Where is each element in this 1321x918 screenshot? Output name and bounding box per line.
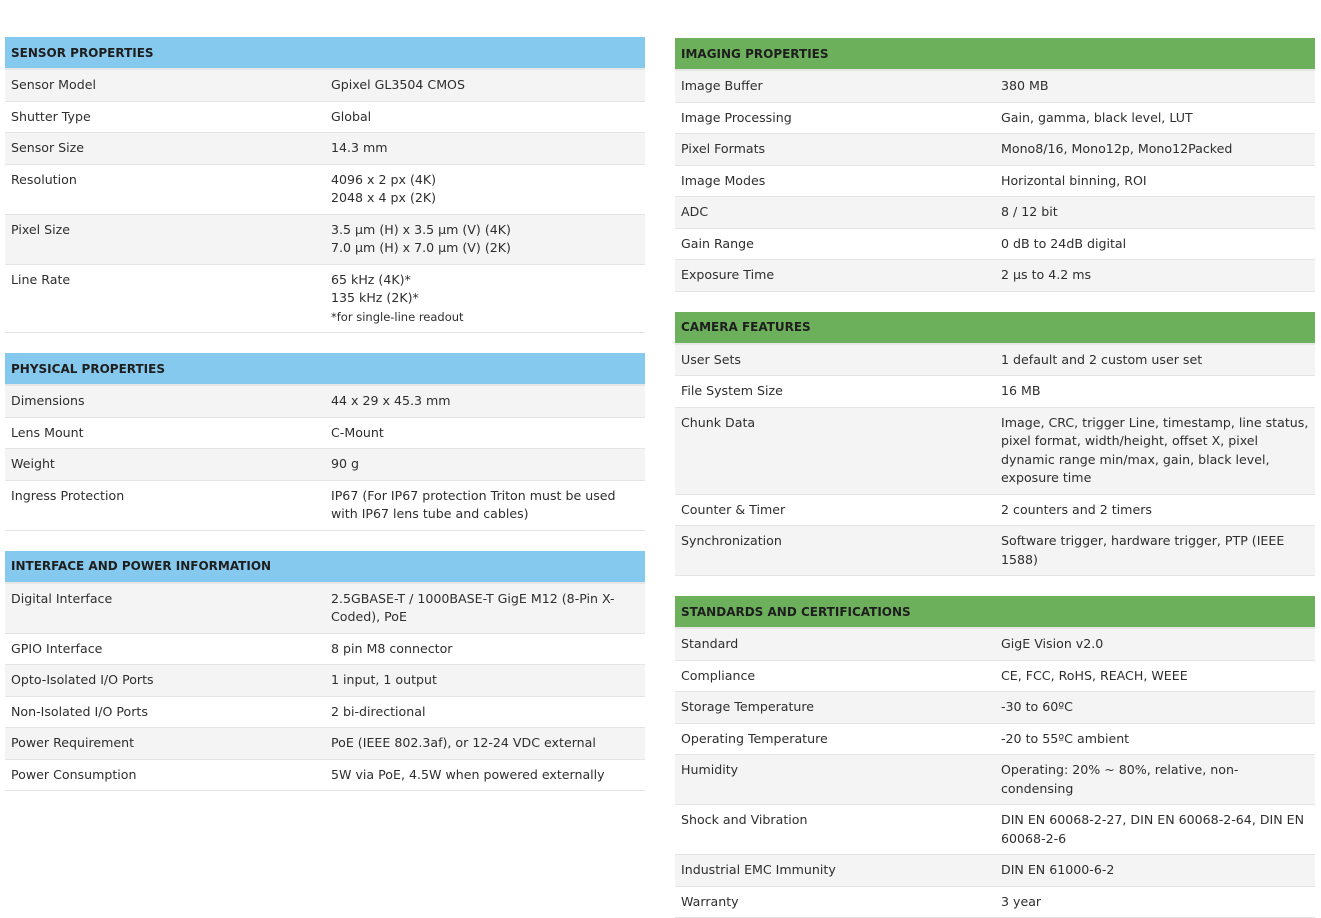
- spec-row: [675, 165, 1315, 197]
- spec-value: [325, 480, 645, 530]
- spec-value-line: 5W via PoE, 4.5W when powered externally: [331, 766, 605, 782]
- spec-value-line: 1 input, 1 output: [331, 672, 437, 687]
- spec-row: [675, 407, 1315, 494]
- spec-value-line: 3.5 µm (H) x 3.5 µm (V) (4K): [331, 221, 511, 237]
- section-header: CAMERA FEATURES: [675, 312, 1315, 344]
- spec-value: [325, 696, 645, 728]
- spec-row: [5, 759, 645, 791]
- camera-features-table: [675, 312, 1315, 577]
- spec-value: [325, 583, 645, 634]
- spec-row: [5, 164, 645, 214]
- spec-label: Sensor Size: [5, 133, 325, 165]
- spec-row: [675, 260, 1315, 292]
- spec-label: Ingress Protection: [5, 480, 325, 530]
- spec-value-line: 8 pin M8 connector: [331, 640, 453, 656]
- spec-row: [5, 101, 645, 133]
- spec-value-line: Software trigger, hardware trigger, PTP (IEEE 1588): [1001, 533, 1285, 567]
- spec-value: [325, 164, 645, 214]
- spec-value-line: DIN EN 61000-6-2: [1001, 862, 1115, 877]
- spec-row: [675, 228, 1315, 260]
- spec-row: [5, 480, 645, 530]
- spec-value-line: 14.3 mm: [331, 140, 388, 155]
- spec-value-line: GigE Vision v2.0: [1001, 636, 1104, 651]
- spec-value: [995, 526, 1315, 576]
- spec-value: [995, 886, 1315, 918]
- sensor-properties-table: [5, 37, 645, 333]
- spec-value: [995, 197, 1315, 229]
- spec-row: [5, 214, 645, 264]
- spec-value: [995, 165, 1315, 197]
- spec-value: [995, 755, 1315, 805]
- left-column: [5, 37, 645, 791]
- spec-row: [675, 102, 1315, 134]
- spec-value-line: 8 / 12 bit: [1001, 204, 1058, 219]
- spec-label: Compliance: [675, 660, 995, 692]
- spec-value: [325, 385, 645, 417]
- spec-value-line: 16 MB: [1001, 383, 1041, 398]
- spec-row: [5, 264, 645, 333]
- spec-label: Image Processing: [675, 102, 995, 134]
- spec-value-line: 7.0 µm (H) x 7.0 µm (V) (2K): [331, 240, 511, 255]
- spec-value-line: 4096 x 2 px (4K): [331, 171, 437, 187]
- spec-label: Counter & Timer: [675, 494, 995, 526]
- spec-value-line: Global: [331, 108, 372, 124]
- spec-label: ADC: [675, 197, 995, 229]
- spec-label: Chunk Data: [675, 407, 995, 494]
- spec-label: Power Consumption: [5, 759, 325, 791]
- spec-label: Operating Temperature: [675, 723, 995, 755]
- spec-value: [995, 260, 1315, 292]
- spec-value-line: PoE (IEEE 802.3af), or 12-24 VDC external: [331, 735, 596, 750]
- spec-row: [5, 583, 645, 634]
- section-header: STANDARDS AND CERTIFICATIONS: [675, 596, 1315, 628]
- spec-value: [995, 344, 1315, 376]
- spec-row: [675, 886, 1315, 918]
- spec-label: Industrial EMC Immunity: [675, 855, 995, 887]
- spec-row: [5, 696, 645, 728]
- spec-value-line: 2048 x 4 px (2K): [331, 190, 437, 205]
- spec-value-line: 2.5GBASE-T / 1000BASE-T GigE M12 (8-Pin X-Coded), PoE: [331, 590, 615, 624]
- spec-label: Pixel Size: [5, 214, 325, 264]
- spec-value-line: -20 to 55ºC ambient: [1001, 730, 1130, 746]
- spec-value-line: 380 MB: [1001, 78, 1049, 93]
- spec-value-line: 2 counters and 2 timers: [1001, 501, 1152, 517]
- interface-power-table: [5, 551, 645, 792]
- spec-value-line: -30 to 60ºC: [1001, 699, 1073, 714]
- spec-label: Resolution: [5, 164, 325, 214]
- spec-value: [995, 723, 1315, 755]
- spec-row: [675, 855, 1315, 887]
- spec-value-line: 2 bi-directional: [331, 703, 426, 719]
- spec-row: [675, 805, 1315, 855]
- spec-value-line: 135 kHz (2K)*: [331, 290, 419, 305]
- spec-row: [675, 134, 1315, 166]
- right-column: [675, 38, 1315, 918]
- spec-label: Dimensions: [5, 385, 325, 417]
- spec-row: [5, 449, 645, 481]
- spec-value: [325, 101, 645, 133]
- spec-label: Lens Mount: [5, 417, 325, 449]
- spec-value: [325, 449, 645, 481]
- spec-value: [995, 494, 1315, 526]
- spec-value-line: 65 kHz (4K)*: [331, 271, 411, 287]
- spec-value-line: 3 year: [1001, 893, 1042, 909]
- standards-certifications-table: [675, 596, 1315, 918]
- spec-value-line: CE, FCC, RoHS, REACH, WEEE: [1001, 667, 1188, 683]
- spec-label: Gain Range: [675, 228, 995, 260]
- spec-value: [995, 228, 1315, 260]
- spec-value-line: 0 dB to 24dB digital: [1001, 235, 1127, 251]
- imaging-properties-table: [675, 38, 1315, 292]
- spec-label: Image Buffer: [675, 70, 995, 102]
- spec-label: Opto-Isolated I/O Ports: [5, 665, 325, 697]
- spec-note: *for single-line readout: [331, 309, 464, 324]
- spec-label: Line Rate: [5, 264, 325, 333]
- spec-label: Image Modes: [675, 165, 995, 197]
- spec-value: [325, 665, 645, 697]
- spec-value-line: Horizontal binning, ROI: [1001, 172, 1147, 188]
- spec-value-line: 1 default and 2 custom user set: [1001, 351, 1203, 367]
- spec-value: [995, 692, 1315, 724]
- spec-row: [675, 692, 1315, 724]
- spec-label: Power Requirement: [5, 728, 325, 760]
- section-header: IMAGING PROPERTIES: [675, 38, 1315, 70]
- spec-row: [5, 133, 645, 165]
- spec-value: [325, 264, 645, 333]
- spec-value: [995, 805, 1315, 855]
- spec-label: File System Size: [675, 376, 995, 408]
- spec-row: [675, 526, 1315, 576]
- spec-label: Digital Interface: [5, 583, 325, 634]
- spec-row: [675, 723, 1315, 755]
- spec-row: [675, 494, 1315, 526]
- spec-value-line: Gain, gamma, black level, LUT: [1001, 109, 1193, 125]
- spec-value-line: Operating: 20% ~ 80%, relative, non-condensing: [1001, 762, 1239, 796]
- spec-value: [995, 628, 1315, 660]
- spec-label: Non-Isolated I/O Ports: [5, 696, 325, 728]
- spec-label: Sensor Model: [5, 69, 325, 101]
- spec-label: User Sets: [675, 344, 995, 376]
- spec-row: [5, 417, 645, 449]
- spec-value-line: Image, CRC, trigger Line, timestamp, line status, pixel format, width/height, offset X, pixel dynamic range min/max, gain, black level, exposure time: [1001, 414, 1309, 485]
- spec-label: Weight: [5, 449, 325, 481]
- section-header: PHYSICAL PROPERTIES: [5, 353, 645, 385]
- spec-label: Standard: [675, 628, 995, 660]
- spec-value: [325, 69, 645, 101]
- physical-properties-table: [5, 353, 645, 531]
- spec-label: Synchronization: [675, 526, 995, 576]
- spec-row: [675, 344, 1315, 376]
- spec-row: [675, 755, 1315, 805]
- spec-row: [5, 728, 645, 760]
- spec-row: [5, 385, 645, 417]
- spec-row: [5, 633, 645, 665]
- spec-value: [995, 376, 1315, 408]
- spec-row: [675, 376, 1315, 408]
- spec-value: [995, 855, 1315, 887]
- spec-label: Pixel Formats: [675, 134, 995, 166]
- spec-value: [325, 728, 645, 760]
- spec-row: [675, 70, 1315, 102]
- spec-row: [675, 628, 1315, 660]
- spec-value: [325, 417, 645, 449]
- spec-value-line: Gpixel GL3504 CMOS: [331, 77, 465, 92]
- spec-value-line: 2 µs to 4.2 ms: [1001, 267, 1092, 282]
- spec-row: [5, 665, 645, 697]
- spec-value: [995, 134, 1315, 166]
- spec-label: Exposure Time: [675, 260, 995, 292]
- spec-row: [675, 197, 1315, 229]
- spec-value-line: DIN EN 60068-2-27, DIN EN 60068-2-64, DIN EN 60068-2-6: [1001, 812, 1305, 846]
- spec-value: [995, 70, 1315, 102]
- spec-value: [325, 133, 645, 165]
- spec-row: [5, 69, 645, 101]
- spec-value-line: 44 x 29 x 45.3 mm: [331, 393, 451, 408]
- spec-value-line: C-Mount: [331, 424, 384, 440]
- spec-value: [325, 759, 645, 791]
- spec-row: [675, 660, 1315, 692]
- spec-label: Shock and Vibration: [675, 805, 995, 855]
- section-header: SENSOR PROPERTIES: [5, 37, 645, 69]
- spec-label: Storage Temperature: [675, 692, 995, 724]
- section-header: INTERFACE AND POWER INFORMATION: [5, 551, 645, 583]
- spec-label: Warranty: [675, 886, 995, 918]
- spec-value-line: Mono8/16, Mono12p, Mono12Packed: [1001, 141, 1233, 156]
- spec-label: Shutter Type: [5, 101, 325, 133]
- spec-label: GPIO Interface: [5, 633, 325, 665]
- spec-value: [995, 660, 1315, 692]
- spec-value: [325, 633, 645, 665]
- spec-value-line: 90 g: [331, 456, 360, 471]
- spec-value: [325, 214, 645, 264]
- spec-value-line: IP67 (For IP67 protection Triton must be used with IP67 lens tube and cables): [331, 487, 616, 521]
- spec-value: [995, 407, 1315, 494]
- spec-label: Humidity: [675, 755, 995, 805]
- spec-value: [995, 102, 1315, 134]
